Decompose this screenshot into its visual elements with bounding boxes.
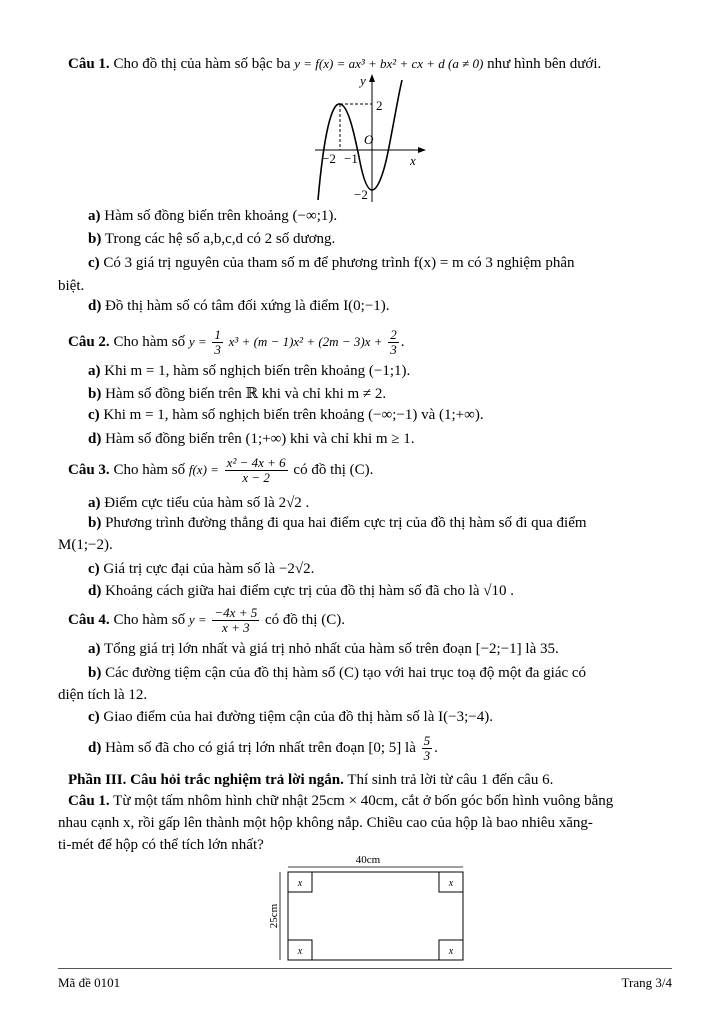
aluminum-sheet-figure xyxy=(268,850,468,965)
q1-option-d: d) Đồ thị hàm số có tâm đối xứng là điểm I(0;−1). xyxy=(88,298,390,314)
fig-corner-label-bl: x xyxy=(297,946,303,957)
q3-option-c: c) Giá trị cực đại của hàm số là −2√2. xyxy=(88,561,315,577)
q4-frac: $\frac{-4x + 5}{x + 3}$ xyxy=(214,605,258,636)
q1-option-b: b) Trong các hệ số a,b,c,d có 2 số dương. xyxy=(88,231,336,247)
part3-header: Phần III. Câu hỏi trắc nghiệm trả lời ngắn. Thí sinh trả lời từ câu 1 đến câu 6. xyxy=(68,772,554,788)
fig-width-label: 40cm xyxy=(355,854,381,866)
q3-frac: $\frac{\text{x² − 4x + 6}}{x - 2}$ xyxy=(226,455,286,486)
x-axis-arrow-icon xyxy=(418,147,426,153)
q2-stem: Câu 2. Cho hàm số y = $\frac{1}{3}$ x³ + (m − 1)x² + (2m − 3)x + $\frac{2}{3}$ . xyxy=(68,327,405,358)
part3-title: Phần III. Câu hỏi trắc nghiệm trả lời ngắn. xyxy=(68,772,344,788)
y-axis-arrow-icon xyxy=(369,74,375,82)
tick-x-minus2: −2 xyxy=(322,151,336,166)
q4-option-d: d) Hàm số đã cho có giá trị lớn nhất trên đoạn [0; 5] là $\frac{5}{3}$ . xyxy=(88,733,438,764)
fig-corner-label-tl: x xyxy=(297,878,303,889)
q2-option-d: d) Hàm số đồng biến trên (1;+∞) khi và chỉ khi m ≥ 1. xyxy=(88,431,415,447)
cubic-curve xyxy=(318,80,402,200)
q1-cubic-graph xyxy=(310,72,430,207)
q3-option-b-cont: M(1;−2). xyxy=(58,537,113,553)
q2-option-a: a) Khi m = 1, hàm số nghịch biến trên khoảng (−1;1). xyxy=(88,363,411,379)
footer-page-number: Trang 3/4 xyxy=(621,975,672,990)
q4-d-frac: $\frac{5}{3}$ xyxy=(423,733,431,764)
q1-label: Câu 1. xyxy=(68,56,110,72)
fig-height-label: 25cm xyxy=(268,903,280,929)
tick-y-2: 2 xyxy=(376,98,383,113)
fig-corner-label-br: x xyxy=(448,946,454,957)
q1-stem: Câu 1. Cho đồ thị của hàm số bậc ba y = f(x) = ax³ + bx² + cx + d (a ≠ 0) như hình bên dưới. xyxy=(68,56,602,72)
q4-stem: Câu 4. Cho hàm số y = $\frac{-4x + 5}{x + 3}$ có đồ thị (C). xyxy=(68,605,345,636)
q3-option-b: b) Phương trình đường thẳng đi qua hai điểm cực trị của đồ thị hàm số đi qua điểm xyxy=(88,515,587,531)
q1-option-a: a) Hàm số đồng biến trên khoảng (−∞;1). xyxy=(88,208,338,224)
q3-label: Câu 3. xyxy=(68,462,110,478)
q1-option-c-cont: biệt. xyxy=(58,278,85,294)
x-axis-label: x xyxy=(410,153,416,168)
part3-q1-line2: nhau cạnh x, rồi gấp lên thành một hộp không nắp. Chiều cao của hộp là bao nhiêu xăng- xyxy=(58,815,593,831)
q2-option-b: b) Hàm số đồng biến trên ℝ khi và chỉ khi m ≠ 2. xyxy=(88,386,387,402)
origin-label: O xyxy=(364,132,374,147)
q1-option-c: c) Có 3 giá trị nguyên của tham số m để phương trình f(x) = m có 3 nghiệm phân xyxy=(88,255,575,271)
part3-q1-line3: ti-mét để hộp có thể tích lớn nhất? xyxy=(58,837,264,853)
q4-option-c: c) Giao điểm của hai đường tiệm cận của đồ thị hàm số là I(−3;−4). xyxy=(88,709,493,725)
part3-q1-line1: Câu 1. Từ một tấm nhôm hình chữ nhật 25cm × 40cm, cắt ở bốn góc bốn hình vuông bằng xyxy=(68,793,614,809)
q4-option-a: a) Tổng giá trị lớn nhất và giá trị nhỏ nhất của hàm số trên đoạn [−2;−1] là 35. xyxy=(88,641,559,657)
q2-frac-2: $\frac{2}{3}$ xyxy=(390,327,397,358)
q4-label: Câu 4. xyxy=(68,612,110,628)
footer-divider xyxy=(58,968,672,969)
fig-corner-label-tr: x xyxy=(448,878,454,889)
q4-option-b: b) Các đường tiệm cận của đồ thị hàm số (C) tạo với hai trục toạ độ một đa giác có xyxy=(88,665,587,681)
q2-option-c: c) Khi m = 1, hàm số nghịch biến trên khoảng (−∞;−1) và (1;+∞). xyxy=(88,407,484,423)
q2-label: Câu 2. xyxy=(68,334,110,350)
q3-stem: Câu 3. Cho hàm số f(x) = $\frac{\text{x² − 4x + 6}}{x - 2}$ có đồ thị (C). xyxy=(68,455,374,486)
tick-y-minus2: −2 xyxy=(354,187,368,202)
q3-option-a: a) Điểm cực tiểu của hàm số là 2√2 . xyxy=(88,495,310,511)
y-axis-label: y xyxy=(360,73,366,88)
q3-option-d: d) Khoảng cách giữa hai điểm cực trị của đồ thị hàm số đã cho là √10 . xyxy=(88,583,515,599)
q4-option-b-cont: diện tích là 12. xyxy=(58,687,148,703)
fig-sheet-outline xyxy=(288,872,463,960)
q2-frac-1: $\frac{1}{3}$ xyxy=(214,327,221,358)
q1-formula: y = f(x) = ax³ + bx² + cx + d (a ≠ 0) xyxy=(294,56,484,71)
footer-exam-code: Mã đề 0101 xyxy=(58,975,121,990)
tick-x-minus1: −1 xyxy=(344,151,358,166)
